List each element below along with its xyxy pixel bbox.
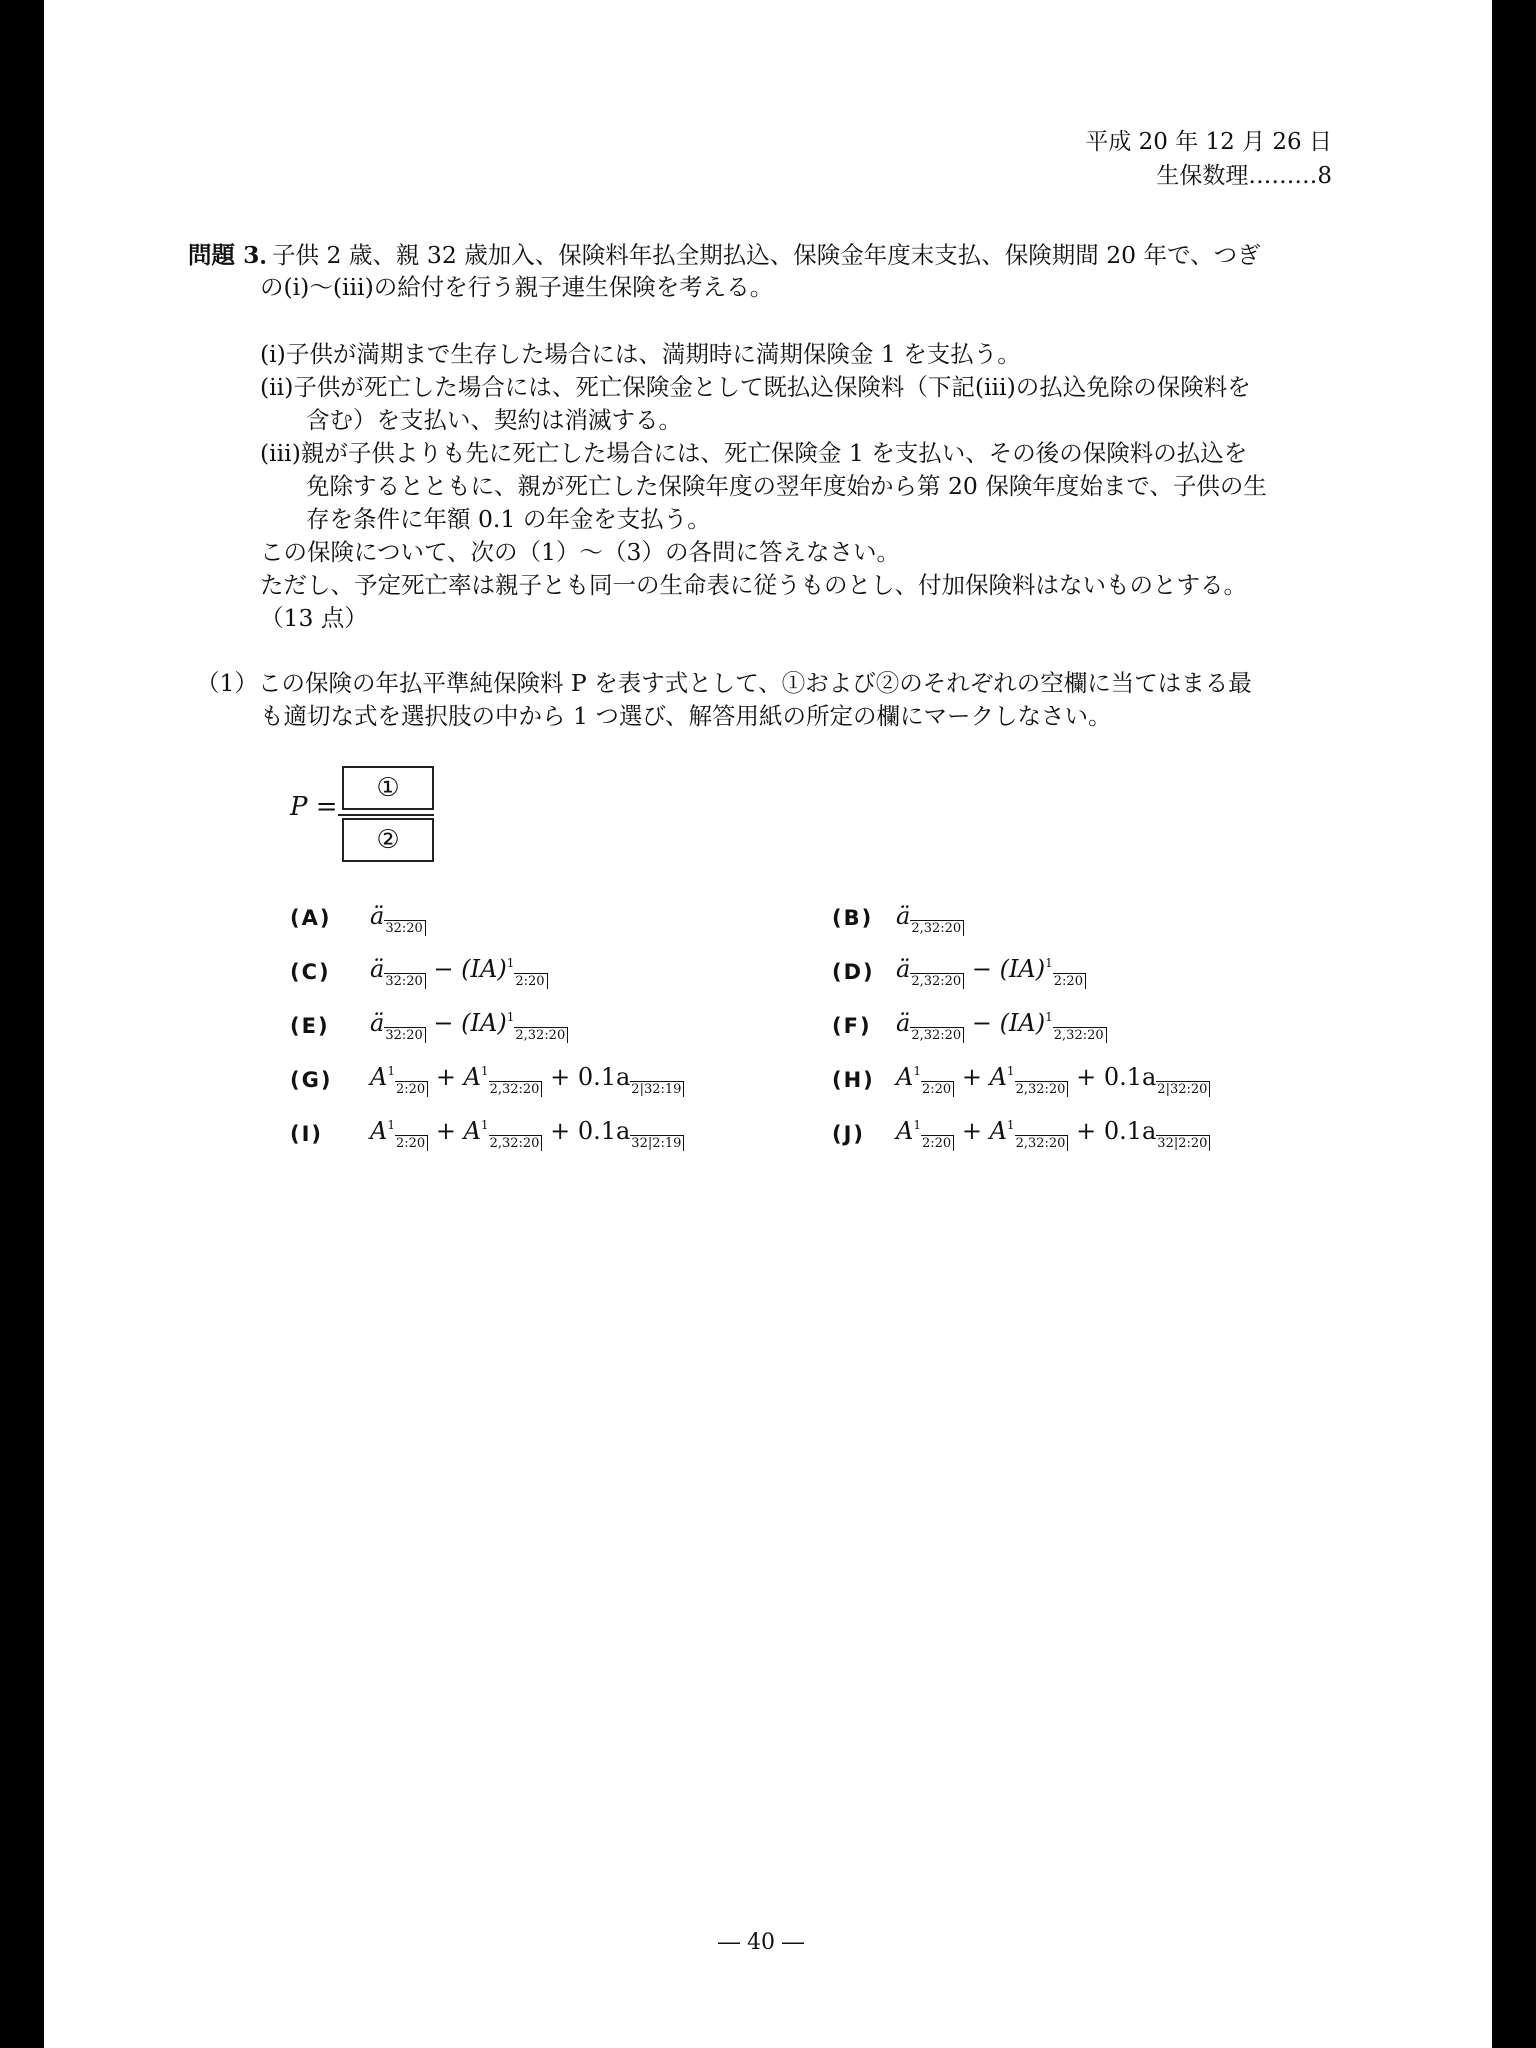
problem-label: 問題 3．	[188, 241, 284, 269]
fraction-line	[338, 814, 434, 816]
insurance-symbol: A	[896, 1117, 914, 1145]
increasing-insurance-symbol: (IA)	[999, 1009, 1046, 1037]
subscript: 2:20	[395, 1135, 428, 1151]
subscript: 2:20	[514, 973, 547, 989]
problem-intro-line2: の(ⅰ)～(ⅲ)の給付を行う親子連生保険を考える。	[260, 273, 774, 301]
option-i-label: (I)	[290, 1122, 324, 1146]
superscript-one: 1	[1045, 956, 1053, 970]
subscript: 32|2:19	[630, 1135, 684, 1151]
subscript: 32:20	[384, 1027, 425, 1043]
item-iii-line2: 免除するとともに、親が死亡した保険年度の翌年度始から第 20 保険年度始まで、子供の生	[306, 472, 1267, 500]
subscript: 32:20	[384, 973, 425, 989]
subscript: 2,32:20	[910, 920, 964, 936]
annuity-due-symbol: ä	[370, 1009, 385, 1037]
instruction-2: ただし、予定死亡率は親子とも同一の生命表に従うものとし、付加保険料はないものとする。	[260, 571, 1247, 599]
item-iii-line3: 存を条件に年額 0.1 の年金を支払う。	[306, 505, 711, 533]
option-e-label: (E)	[290, 1014, 330, 1038]
subscript: 2,32:20	[910, 1027, 964, 1043]
subscript: 2:20	[395, 1081, 428, 1097]
option-h-label: (H)	[832, 1068, 875, 1092]
superscript-one: 1	[506, 956, 515, 970]
minus-sign: −	[971, 955, 992, 983]
plus-sign: +	[961, 1063, 982, 1091]
option-i-formula	[370, 1117, 684, 1151]
header-date: 平成 20 年 12 月 26 日	[1085, 129, 1332, 155]
option-a-label: (A)	[290, 906, 332, 930]
problem-intro-line1: 子供 2 歳、親 32 歳加入、保険料年払全期払込、保険金年度末支払、保険期間 20 年で、つぎ	[272, 241, 1261, 269]
superscript-one: 1	[913, 1118, 921, 1132]
insurance-symbol: A	[989, 1117, 1007, 1145]
subscript: 2,32:20	[489, 1135, 543, 1151]
insurance-symbol: A	[370, 1063, 388, 1091]
annuity-due-symbol: ä	[896, 902, 911, 930]
item-i: (ⅰ)子供が満期まで生存した場合には、満期時に満期保険金 1 を支払う。	[260, 340, 1021, 368]
subscript: 2,32:20	[1015, 1081, 1069, 1097]
plus-sign: +	[435, 1117, 456, 1145]
subscript: 32|2:20	[1156, 1135, 1210, 1151]
insurance-symbol: A	[896, 1063, 914, 1091]
minus-sign: −	[433, 1009, 454, 1037]
item-ii-line2: 含む）を支払い、契約は消滅する。	[306, 406, 682, 434]
blank-2-box: ②	[342, 818, 434, 862]
subscript: 2:20	[921, 1135, 954, 1151]
subscript: 2:20	[921, 1081, 954, 1097]
option-c-formula	[370, 955, 548, 989]
insurance-symbol: A	[989, 1063, 1007, 1091]
option-d-formula	[896, 955, 1086, 989]
subscript: 2,32:20	[1053, 1027, 1107, 1043]
subscript: 2:20	[1053, 973, 1086, 989]
subscript: 2|32:19	[630, 1081, 684, 1097]
superscript-one: 1	[506, 1010, 515, 1024]
increasing-insurance-symbol: (IA)	[461, 1009, 507, 1037]
option-f-label: (F)	[832, 1014, 872, 1038]
option-j-formula	[896, 1117, 1210, 1151]
item-ii-line1: (ⅱ)子供が死亡した場合には、死亡保険金として既払込保険料（下記(ⅲ)の払込免除の保険料を	[260, 373, 1251, 401]
increasing-insurance-symbol: (IA)	[461, 955, 507, 983]
option-d-label: (D)	[832, 960, 875, 984]
annuity-due-symbol: ä	[896, 955, 911, 983]
subscript: 2,32:20	[514, 1027, 568, 1043]
insurance-symbol: A	[463, 1117, 481, 1145]
question1-line1: （1）この保険の年払平準純保険料 P を表す式として、①および②のそれぞれの空欄に当てはまる最	[196, 669, 1252, 697]
increasing-insurance-symbol: (IA)	[999, 955, 1046, 983]
superscript-one: 1	[1045, 1010, 1053, 1024]
points: （13 点）	[260, 604, 368, 632]
annuity-coefficient: + 0.1a	[550, 1117, 631, 1145]
option-c-label: (C)	[290, 960, 331, 984]
option-f-formula	[896, 1009, 1107, 1043]
p-equals: P =	[290, 792, 338, 822]
insurance-symbol: A	[370, 1117, 388, 1145]
annuity-due-symbol: ä	[896, 1009, 911, 1037]
instruction-1: この保険について、次の（1）～（3）の各問に答えなさい。	[260, 538, 900, 566]
option-g-label: (G)	[290, 1068, 333, 1092]
superscript-one: 1	[480, 1118, 489, 1132]
plus-sign: +	[435, 1063, 456, 1091]
subscript: 2,32:20	[910, 973, 964, 989]
option-b-formula	[896, 902, 964, 936]
subscript: 2|32:20	[1156, 1081, 1210, 1097]
annuity-due-symbol: ä	[370, 902, 385, 930]
option-j-label: (J)	[832, 1122, 866, 1146]
plus-sign: +	[961, 1117, 982, 1145]
question1-line2: も適切な式を選択肢の中から 1 つ選び、解答用紙の所定の欄にマークしなさい。	[260, 702, 1112, 730]
subscript: 2,32:20	[489, 1081, 543, 1097]
annuity-coefficient: + 0.1a	[1076, 1117, 1157, 1145]
option-b-label: (B)	[832, 906, 874, 930]
annuity-coefficient: + 0.1a	[1076, 1063, 1157, 1091]
subscript: 2,32:20	[1015, 1135, 1069, 1151]
minus-sign: −	[971, 1009, 992, 1037]
option-h-formula	[896, 1063, 1210, 1097]
page-number: ― 40 ―	[718, 1930, 804, 1955]
superscript-one: 1	[913, 1064, 921, 1078]
superscript-one: 1	[1006, 1064, 1015, 1078]
subscript: 32:20	[384, 920, 425, 936]
superscript-one: 1	[387, 1118, 395, 1132]
option-a-formula	[370, 902, 426, 936]
annuity-due-symbol: ä	[370, 955, 385, 983]
minus-sign: −	[433, 955, 454, 983]
blank-1-box: ①	[342, 766, 434, 810]
superscript-one: 1	[387, 1064, 395, 1078]
option-e-formula	[370, 1009, 568, 1043]
insurance-symbol: A	[463, 1063, 481, 1091]
superscript-one: 1	[480, 1064, 489, 1078]
document-page	[44, 0, 1492, 2048]
option-g-formula	[370, 1063, 684, 1097]
annuity-coefficient: + 0.1a	[550, 1063, 631, 1091]
item-iii-line1: (ⅲ)親が子供よりも先に死亡した場合には、死亡保険金 1 を支払い、その後の保険料の払込を	[260, 439, 1248, 467]
superscript-one: 1	[1006, 1118, 1015, 1132]
header-subject: 生保数理………8	[1156, 163, 1332, 189]
